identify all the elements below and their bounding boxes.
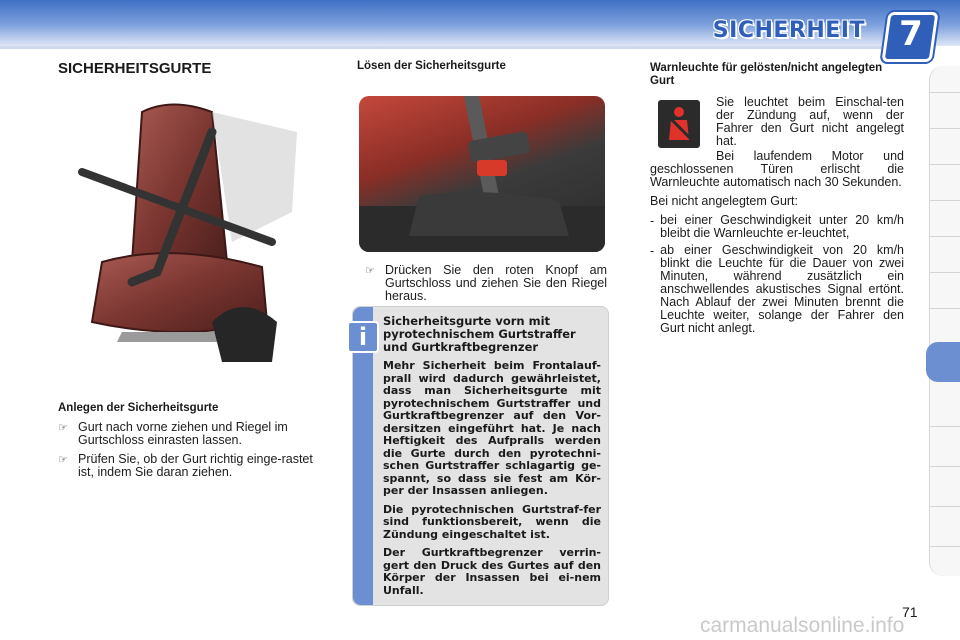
- buckle-photo-illustration: [359, 96, 605, 252]
- section-title: SICHERHEITSGURTE: [58, 60, 212, 77]
- tab-divider: [930, 128, 960, 129]
- list-item: [650, 244, 904, 335]
- warning-engine-running: Bei laufendem Motor und geschlossenen Türen erlischt die Warnleuchte automatisch nach 30 Sekunden.: [650, 149, 904, 189]
- chapter-tab-strip: [929, 66, 960, 576]
- tab-divider: [930, 546, 960, 547]
- page-number: 71: [902, 604, 918, 620]
- pointing-hand-icon: ☞: [58, 422, 68, 434]
- seatbelt-warning-glyph: [658, 100, 700, 148]
- watermark: carmanualsonline.info: [700, 614, 905, 637]
- tab-divider: [930, 426, 960, 427]
- tab-divider: [930, 466, 960, 467]
- dash-marker: -: [650, 244, 655, 258]
- info-title: Sicherheitsgurte vorn mit pyrotechnischem Gurtstraffer und Gurtkraftbegrenzer: [383, 314, 576, 354]
- fasten-title: Anlegen der Sicherheitsgurte: [58, 402, 219, 414]
- tab-divider: [930, 200, 960, 201]
- seat-with-belt-illustration: [62, 92, 302, 382]
- fasten-step: Prüfen Sie, ob der Gurt richtig einge-rastet ist, indem Sie daran ziehen.: [78, 452, 313, 479]
- tab-divider: [930, 164, 960, 165]
- pointing-hand-icon: ☞: [365, 265, 375, 277]
- release-title: Lösen der Sicherheitsgurte: [357, 60, 506, 72]
- info-paragraph: Der Gurtkraftbegrenzer verrin-gert den Druck des Gurtes auf den Körper der Insassen bei ei-nem Unfall.: [383, 546, 601, 597]
- tab-divider: [930, 92, 960, 93]
- info-paragraph: Die pyrotechnischen Gurtstraf-fer sind funktionsbereit, wenn die Zündung eingeschaltet ist.: [383, 502, 601, 541]
- info-icon: i: [347, 321, 379, 353]
- active-chapter-tab[interactable]: [926, 342, 960, 382]
- header-divider: [0, 46, 890, 49]
- warning-case: bei einer Geschwindigkeit unter 20 km/h bleibt die Warnleuchte er-leuchtet,: [660, 213, 904, 240]
- info-box: [352, 306, 609, 606]
- tab-divider: [930, 272, 960, 273]
- warning-not-fastened: Bei nicht angelegtem Gurt:: [650, 194, 798, 208]
- list-item: [58, 453, 318, 479]
- list-item: [650, 214, 904, 240]
- release-step: Drücken Sie den roten Knopf am Gurtschloss und ziehen Sie den Riegel heraus.: [385, 263, 607, 303]
- list-item: [365, 264, 607, 303]
- buckle-release-photo: [359, 96, 605, 252]
- warning-title: Warnleuchte für gelösten/nicht angelegten Gurt: [650, 62, 883, 87]
- warning-intro: Sie leuchtet beim Einschal-ten der Zündung auf, wenn der Fahrer den Gurt nicht angelegt hat.: [716, 95, 904, 148]
- tab-divider: [930, 506, 960, 507]
- seatbelt-warning-icon: [658, 100, 700, 148]
- warning-case: ab einer Geschwindigkeit von 20 km/h blinkt die Leuchte für die Dauer von zwei Minuten, während zusätzlich ein anschwellendes akustisches Signal ertönt. Nach Ablauf der zwei Minuten brennt die Leuchte weiter, solange der Fahrer den Gurt nicht anlegt.: [660, 243, 904, 335]
- dash-marker: -: [650, 214, 655, 228]
- chapter-title: SICHERHEIT: [712, 18, 865, 43]
- pointing-hand-icon: ☞: [58, 454, 68, 466]
- chapter-number: 7: [899, 14, 923, 54]
- tab-divider: [930, 236, 960, 237]
- tab-divider: [930, 308, 960, 309]
- fasten-step: Gurt nach vorne ziehen und Riegel im Gurtschloss einrasten lassen.: [78, 420, 288, 447]
- info-paragraph: Mehr Sicherheit beim Frontalauf-prall wird dadurch gewährleistet, dass man Sicherheitsgurte mit pyrotechnischem Gurtstraffer und Gurtkraftbegrenzer auf den Vor-dersitzen eingeführt hat. Je nach Heftigkeit des Aufpralls werden die Gurte durch den pyrotechni-schen Gurtstraffer schlagartig ge-spannt, so dass sie fest am Kör-per der Insassen anliegen.: [383, 359, 601, 497]
- list-item: [58, 421, 318, 447]
